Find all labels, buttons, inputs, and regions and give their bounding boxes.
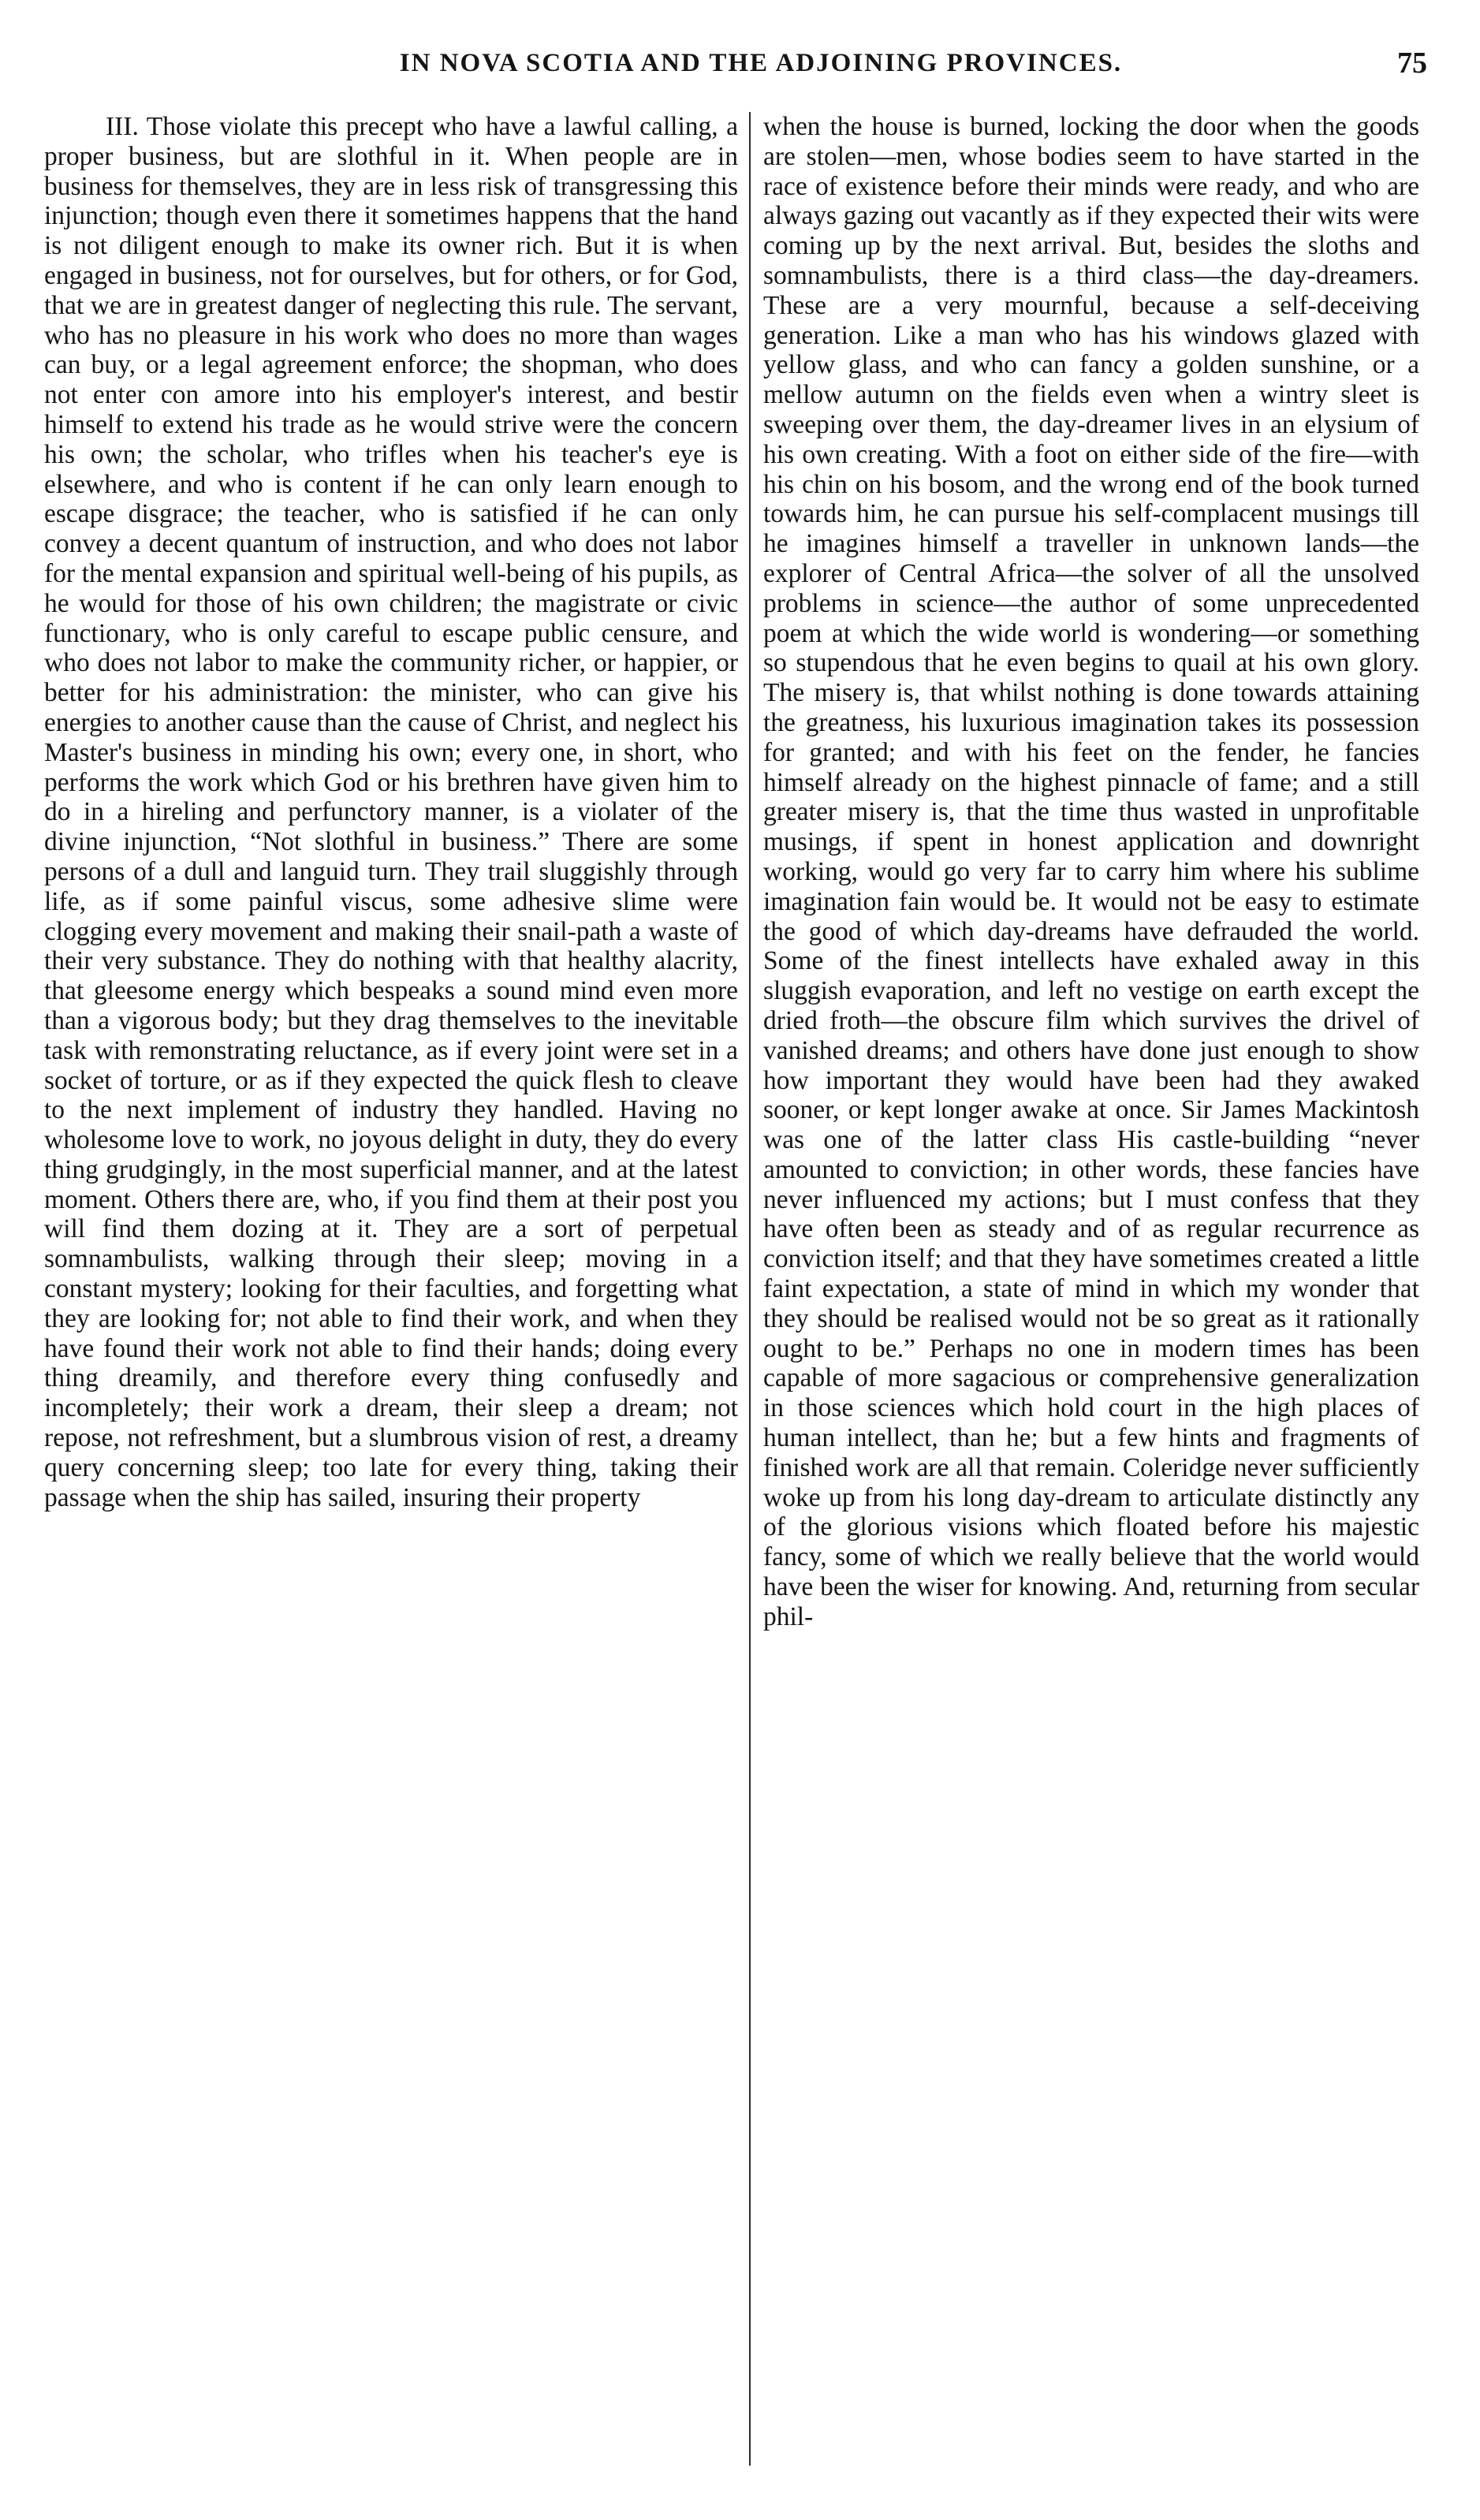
page-number: 75	[1397, 47, 1427, 80]
left-column-paragraph: III. Those violate this precept who have a lawful calling, a proper business, but are slothful in it. When people are in business for themselves, they are in less risk of transgressing this injunction; though even there it sometimes happens that the hand is not diligent enough to make its owner rich. But it is when engaged in business, not for ourselves, but for others, or for God, that we are in greatest danger of neglecting this rule. The servant, who has no pleasure in his work who does no more than wages can buy, or a legal agreement enforce; the shopman, who does not enter con amore into his employer's interest, and bestir himself to extend his trade as he would strive were the concern his own; the scholar, who trifles when his teacher's eye is elsewhere, and who is content if he can only learn enough to escape disgrace; the teacher, who is satisfied if he can only convey a decent quantum of instruction, and who does not labor for the mental expansion and spiritual well-being of his pupils, as he would for those of his own children; the magistrate or civic functionary, who is only careful to escape public censure, and who does not labor to make the community richer, or happier, or better for his administration: the minister, who can give his energies to another cause than the cause of Christ, and neglect his Master's business in minding his own; every one, in short, who performs the work which God or his brethren have given him to do in a hireling and perfunctory manner, is a violater of the divine injunction, “Not slothful in business.” There are some persons of a dull and languid turn. They trail sluggishly through life, as if some painful viscus, some adhesive slime were clogging every movement and making their snail-path a waste of their very substance. They do nothing with that healthy alacrity, that gleesome energy which bespeaks a sound mind even more than a vigorous body; but they drag themselves to the inevitable task with remonstrating reluctance, as if every joint were set in a socket of torture, or as if they expected the quick flesh to cleave to the next implement of industry they handled. Having no wholesome love to work, no joyous delight in duty, they do every thing grudgingly, in the most superficial manner, and at the latest moment. Others there are, who, if you find them at their post you will find them dozing at it. They are a sort of perpetual somnambulists, walking through their sleep; moving in a constant mystery; looking for their faculties, and forgetting what they are looking for; not able to find their work, and when they have found their work not able to find their hands; doing every thing dreamily, and therefore every thing confusedly and incompletely; their work a dream, their sleep a dream; not repose, not refreshment, but a slumbrous vision of rest, a dreamy query concerning sleep; too late for every thing, taking their passage when the ship has sailed, insuring their property	[44, 112, 738, 1512]
left-text-column	[44, 112, 738, 2466]
running-head	[0, 49, 1480, 88]
running-head-title: IN NOVA SCOTIA AND THE ADJOINING PROVINCES.	[399, 49, 1123, 77]
right-text-column	[763, 112, 1419, 2466]
right-column-paragraph: when the house is burned, locking the door when the goods are stolen—men, whose bodies seem to have started in the race of existence before their minds were ready, and who are always gazing out vacantly as if they expected their wits were coming up by the next arrival. But, besides the sloths and somnambulists, there is a third class—the day-dreamers. These are a very mournful, because a self-deceiving generation. Like a man who has his windows glazed with yellow glass, and who can fancy a golden sunshine, or a mellow autumn on the fields even when a wintry sleet is sweeping over them, the day-dreamer lives in an elysium of his own creating. With a foot on either side of the fire—with his chin on his bosom, and the wrong end of the book turned towards him, he can pursue his self-complacent musings till he imagines himself a traveller in unknown lands—the explorer of Central Africa—the solver of all the unsolved problems in science—the author of some unprecedented poem at which the wide world is wondering—or something so stupendous that he even begins to quail at his own glory. The misery is, that whilst nothing is done towards attaining the greatness, his luxurious imagination takes its possession for granted; and with his feet on the fender, he fancies himself already on the highest pinnacle of fame; and a still greater misery is, that the time thus wasted in unprofitable musings, if spent in honest application and downright working, would go very far to carry him where his sublime imagination fain would be. It would not be easy to estimate the good of which day-dreams have defrauded the world. Some of the finest intellects have exhaled away in this sluggish evaporation, and left no vestige on earth except the dried froth—the obscure film which survives the drivel of vanished dreams; and others have done just enough to show how important they would have been had they awaked sooner, or kept longer awake at once. Sir James Mackintosh was one of the latter class His castle-building “never amounted to conviction; in other words, these fancies have never influenced my actions; but I must confess that they have often been as steady and of as regular recurrence as conviction itself; and that they have sometimes created a little faint expectation, a state of mind in which my wonder that they should be realised would not be so great as it rationally ought to be.” Perhaps no one in modern times has been capable of more sagacious or comprehensive generalization in those sciences which hold court in the high places of human intellect, than he; but a few hints and fragments of finished work are all that remain. Coleridge never sufficiently woke up from his long day-dream to articulate distinctly any of the glorious visions which floated before his majestic fancy, some of which we really believe that the world would have been the wiser for knowing. And, returning from secular phil-	[763, 112, 1419, 1631]
column-divider-rule	[749, 112, 751, 2466]
